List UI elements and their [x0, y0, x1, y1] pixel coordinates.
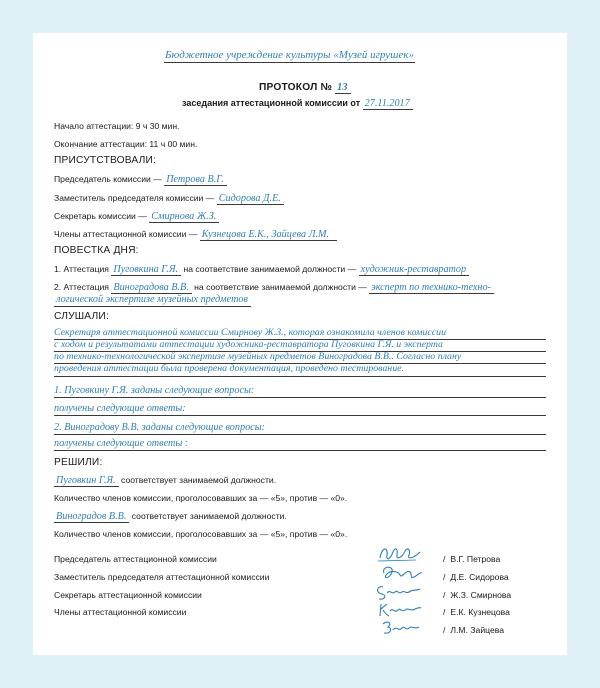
agenda-item-1 [54, 264, 469, 276]
signature-name: Л.М. Зайцева [450, 625, 504, 635]
protocol-label: ПРОТОКОЛ № [259, 82, 333, 93]
present-row [54, 229, 337, 241]
signature-role: Секретарь аттестационной комиссии [54, 590, 202, 600]
signature-entry [443, 590, 511, 601]
votes-1: Количество членов комиссии, проголосовавших за — «5», против — «0». [54, 493, 348, 503]
meeting-date: 27.11.2017 [363, 98, 413, 110]
signature-entry [443, 607, 510, 618]
organization-name: Бюджетное учреждение культуры «Музей игрушек» [165, 49, 414, 61]
answer-1: получены следующие ответы: [54, 403, 186, 414]
present-role: Председатель комиссии — [54, 174, 162, 184]
signature-name: Д.Е. Сидорова [450, 572, 509, 582]
present-heading: ПРИСУТСТВОВАЛИ: [54, 155, 157, 166]
signature-slash: / [443, 554, 446, 564]
present-person: Кузнецова Е.К., Зайцева Л.М. [200, 229, 337, 241]
signature-petrova [376, 543, 424, 565]
signature-name: В.Г. Петрова [450, 554, 501, 564]
present-row [54, 174, 227, 186]
signature-name: Ж.З. Смирнова [450, 590, 512, 600]
decided-heading: РЕШИЛИ: [54, 457, 103, 468]
decision-person: Виноградов В.В. [54, 511, 129, 523]
decision-text: соответствует занимаемой должности. [131, 511, 287, 521]
listened-line: по технико-технологической экспертизе музейных предметов Виноградова В.В.. Согласно плану [54, 351, 462, 362]
present-role: Заместитель председателя комиссии — [54, 193, 215, 203]
signature-slash: / [443, 607, 446, 617]
protocol-page [33, 33, 567, 655]
agenda-item-2 [54, 282, 494, 294]
question-2: 2. Виноградову В.В. заданы следующие вопросы: [54, 422, 265, 433]
signature-name: Е.К. Кузнецова [450, 607, 510, 617]
start-time: Начало аттестации: 9 ч 30 мин. [54, 121, 180, 131]
agenda-middle: на соответствие занимаемой должности — [194, 282, 367, 292]
agenda-middle: на соответствие занимаемой должности — [183, 264, 357, 274]
signature-slash: / [443, 572, 446, 582]
agenda-name: Пуговкина Г.Я. [111, 264, 181, 276]
listened-line: проведения аттестации была проверена документация, проведено тестирование. [54, 363, 404, 374]
agenda-prefix: 1. Аттестация [54, 264, 109, 274]
decision-text: соответствует занимаемой должности. [121, 475, 277, 485]
signature-zaytseva [377, 618, 423, 638]
agenda-position: эксперт по технико-техно- [369, 282, 494, 294]
signature-role: Члены аттестационной комиссии [54, 607, 187, 617]
agenda-position-cont: логической экспертизе музейных предметов [54, 294, 251, 307]
present-row [54, 211, 219, 223]
signature-role: Заместитель председателя аттестационной комиссии [54, 572, 270, 582]
agenda-prefix: 2. Аттестация [54, 282, 109, 292]
signature-sidorova [378, 563, 424, 583]
signature-entry [443, 554, 500, 565]
present-row [54, 193, 284, 205]
listened-line: Секретаря аттестационной комиссии Смирнову Ж.З., которая ознакомила членов комиссии [54, 327, 447, 338]
listened-line: с ходом и результатами аттестации художника-реставратора Пуговкина Г.Я. и эксперта [54, 339, 443, 350]
protocol-title [259, 82, 351, 94]
question-1: 1. Пуговкину Г.Я. заданы следующие вопросы: [54, 385, 255, 396]
present-person: Сидорова Д.Е. [217, 193, 284, 205]
signature-slash: / [443, 625, 446, 635]
agenda-name: Виноградова В.В. [111, 282, 191, 294]
protocol-number: 13 [335, 82, 351, 94]
present-role: Секретарь комиссии — [54, 211, 147, 221]
present-role: Члены аттестационной комиссии — [54, 229, 198, 239]
end-time: Окончание аттестации: 11 ч 00 мин. [54, 139, 198, 149]
decision-person: Пуговкин Г.Я. [54, 475, 119, 487]
agenda-heading: ПОВЕСТКА ДНЯ: [54, 245, 139, 256]
signature-entry [443, 572, 509, 583]
signature-entry [443, 625, 504, 636]
agenda-position: художник-реставратор [359, 264, 470, 276]
votes-2: Количество членов комиссии, проголосовавших за — «5», против — «0». [54, 529, 348, 539]
listened-heading: СЛУШАЛИ: [54, 311, 109, 322]
present-person: Смирнова Ж.З. [149, 211, 219, 223]
present-person: Петрова В.Г. [164, 174, 227, 186]
decision-1 [54, 475, 276, 487]
meeting-label: заседания аттестационной комиссии от [182, 98, 361, 108]
meeting-line [182, 98, 413, 110]
decision-2 [54, 511, 287, 523]
signature-role: Председатель аттестационной комиссии [54, 554, 217, 564]
answer-2: получены следующие ответы : [54, 438, 189, 449]
signature-slash: / [443, 590, 446, 600]
